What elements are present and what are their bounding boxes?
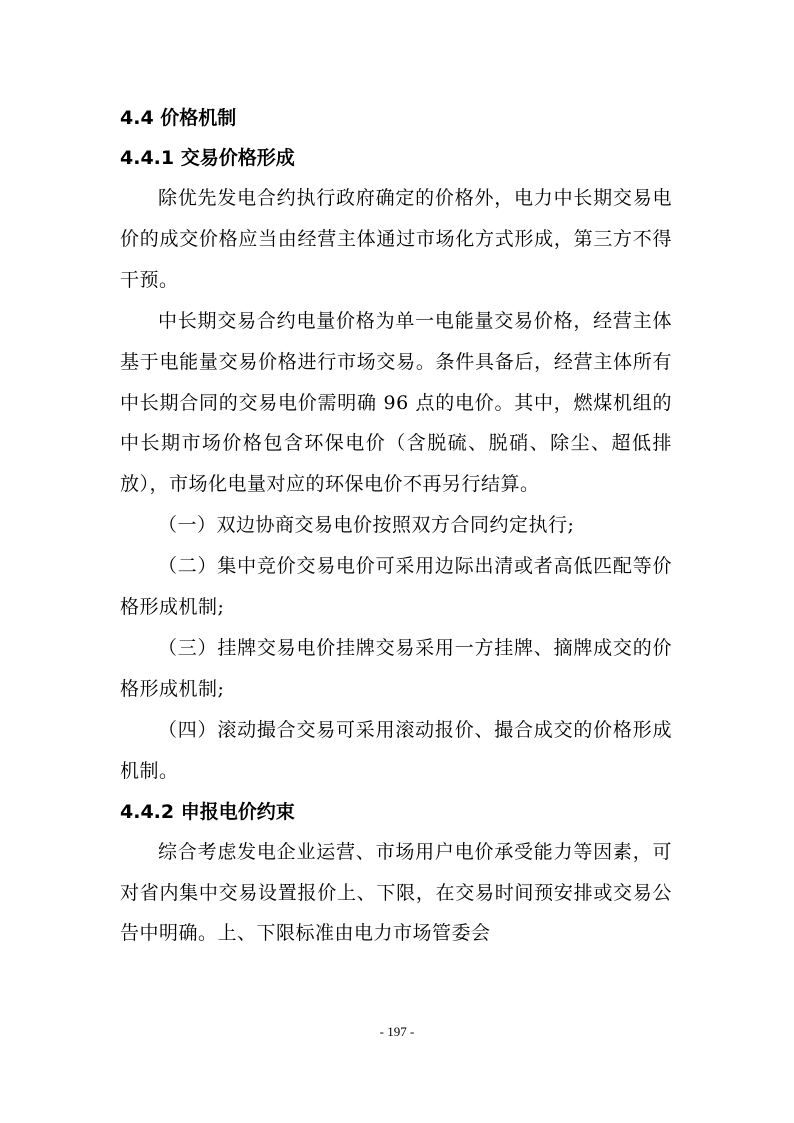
paragraph-contract-price: 中长期交易合约电量价格为单一电能量交易价格，经营主体基于电能量交易价格进行市场交易。条件具备后，经营主体所有中长期合同的交易电价需明确 96 点的电价。其中，燃煤机组的中长期市场价格包含环保电价（含脱硫、脱硝、除尘、超低排放），市场化电量对应的环保电价不再另行结算。: [120, 309, 672, 496]
page-number: - 197 -: [379, 1024, 415, 1039]
list-item-listing-trade: （三）挂牌交易电价挂牌交易采用一方挂牌、摘牌成交的价格形成机制;: [120, 636, 672, 700]
paragraph-bid-constraints: 综合考虑发电企业运营、市场用户电价承受能力等因素，可对省内集中交易设置报价上、下限，在交易时间预安排或交易公告中明确。上、下限标准由电力市场管委会: [120, 840, 672, 945]
list-item-rolling-matching: （四）滚动撮合交易可采用滚动报价、撮合成交的价格形成机制。: [120, 718, 672, 782]
section-heading-4-4-2: 4.4.2 申报电价约束: [120, 800, 295, 823]
list-item-bilateral: （一）双边协商交易电价按照双方合同约定执行;: [158, 514, 575, 537]
section-heading-4-4-1: 4.4.1 交易价格形成: [120, 147, 295, 169]
paragraph-price-formation: 除优先发电合约执行政府确定的价格外，电力中长期交易电价的成交价格应当由经营主体通过市场化方式形成，第三方不得干预。: [120, 187, 672, 291]
document-page: [120, 98, 672, 954]
list-item-centralized-bidding: （二）集中竞价交易电价可采用边际出清或者高低匹配等价格形成机制;: [120, 555, 672, 619]
section-heading-4-4: 4.4 价格机制: [120, 107, 237, 129]
